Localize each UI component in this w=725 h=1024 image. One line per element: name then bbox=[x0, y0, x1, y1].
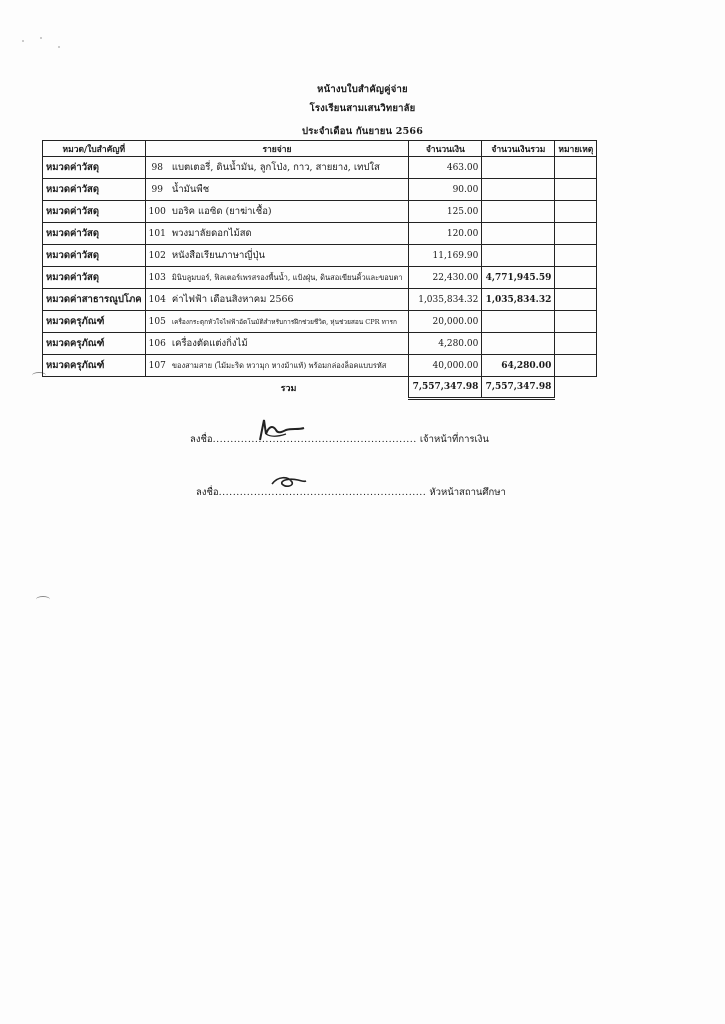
table-row bbox=[43, 267, 597, 289]
payment-summary-table bbox=[42, 140, 597, 400]
row-total bbox=[482, 223, 555, 245]
row-category: หมวดค่าวัสดุ bbox=[43, 223, 146, 245]
row-total bbox=[482, 157, 555, 179]
row-item: เครื่องตัดแต่งกิ่งไม้ bbox=[169, 333, 409, 355]
row-category: หมวดค่าวัสดุ bbox=[43, 179, 146, 201]
row-total bbox=[482, 333, 555, 355]
total-spacer bbox=[43, 377, 146, 399]
row-voucher-number: 98 bbox=[145, 157, 169, 179]
column-header-category: หมวด/ใบสำคัญที่ bbox=[43, 141, 146, 157]
row-note bbox=[555, 223, 597, 245]
row-total bbox=[482, 245, 555, 267]
row-amount: 120.00 bbox=[409, 223, 482, 245]
row-item: หนังสือเรียนภาษาญี่ปุ่น bbox=[169, 245, 409, 267]
row-note bbox=[555, 201, 597, 223]
row-voucher-number: 103 bbox=[145, 267, 169, 289]
row-category: หมวดค่าสาธารณูปโภค bbox=[43, 289, 146, 311]
row-note bbox=[555, 333, 597, 355]
table-row bbox=[43, 201, 597, 223]
row-amount: 40,000.00 bbox=[409, 355, 482, 377]
column-header-item: รายจ่าย bbox=[145, 141, 409, 157]
row-item: แบตเตอรี่, ดินน้ำมัน, ลูกโป่ง, กาว, สายยาง, เทปใส bbox=[169, 157, 409, 179]
table-header-row bbox=[43, 141, 597, 157]
table-row bbox=[43, 223, 597, 245]
signature-prefix: ลงชื่อ bbox=[196, 487, 219, 498]
row-note bbox=[555, 355, 597, 377]
scan-speck bbox=[58, 46, 60, 48]
row-item: พวงมาลัยดอกไม้สด bbox=[169, 223, 409, 245]
signature-role: เจ้าหน้าที่การเงิน bbox=[419, 434, 489, 445]
row-item: น้ำมันพืช bbox=[169, 179, 409, 201]
row-category: หมวดค่าวัสดุ bbox=[43, 267, 146, 289]
row-voucher-number: 104 bbox=[145, 289, 169, 311]
scan-speck bbox=[22, 40, 24, 42]
row-total: 4,771,945.59 bbox=[482, 267, 555, 289]
row-voucher-number: 100 bbox=[145, 201, 169, 223]
column-header-amount: จำนวนเงิน bbox=[409, 141, 482, 157]
row-category: หมวดค่าวัสดุ bbox=[43, 245, 146, 267]
scan-speck bbox=[40, 37, 42, 39]
row-total: 64,280.00 bbox=[482, 355, 555, 377]
row-item: บอริค แอซิด (ยาฆ่าเชื้อ) bbox=[169, 201, 409, 223]
row-amount: 11,169.90 bbox=[409, 245, 482, 267]
row-category: หมวดค่าวัสดุ bbox=[43, 157, 146, 179]
row-note bbox=[555, 289, 597, 311]
row-amount: 20,000.00 bbox=[409, 311, 482, 333]
document-title: หน้างบใบสำคัญคู่จ่าย bbox=[317, 84, 408, 95]
signature-dots: .......................... bbox=[212, 434, 305, 445]
row-note bbox=[555, 157, 597, 179]
row-note bbox=[555, 311, 597, 333]
table-row bbox=[43, 157, 597, 179]
row-note bbox=[555, 267, 597, 289]
signature-dots: .................................... bbox=[299, 487, 427, 498]
table-row bbox=[43, 311, 597, 333]
row-total: 1,035,834.32 bbox=[482, 289, 555, 311]
row-category: หมวดครุภัณฑ์ bbox=[43, 355, 146, 377]
signature-dots: ................................ bbox=[304, 434, 417, 445]
row-amount: 125.00 bbox=[409, 201, 482, 223]
row-amount: 90.00 bbox=[409, 179, 482, 201]
total-spacer bbox=[145, 377, 169, 399]
row-voucher-number: 105 bbox=[145, 311, 169, 333]
table-row bbox=[43, 289, 597, 311]
total-row bbox=[43, 377, 597, 399]
table-row bbox=[43, 333, 597, 355]
row-voucher-number: 101 bbox=[145, 223, 169, 245]
column-header-note: หมายเหตุ bbox=[555, 141, 597, 157]
column-header-total: จำนวนเงินรวม bbox=[482, 141, 555, 157]
total-grand: 7,557,347.98 bbox=[482, 377, 555, 399]
signature-prefix: ลงชื่อ bbox=[190, 434, 213, 445]
row-item: ค่าไฟฟ้า เดือนสิงหาคม 2566 bbox=[169, 289, 409, 311]
period-line: ประจำเดือน กันยายน 2566 bbox=[301, 126, 423, 137]
row-note bbox=[555, 245, 597, 267]
row-category: หมวดค่าวัสดุ bbox=[43, 201, 146, 223]
total-spacer bbox=[555, 377, 597, 399]
row-category: หมวดครุภัณฑ์ bbox=[43, 311, 146, 333]
row-voucher-number: 107 bbox=[145, 355, 169, 377]
row-item: มินิบลูมบอร์, ฟิลเตอร์เพรสรองพื้นน้ำ, แป้งฝุ่น, ดินสอเขียนคิ้วและขอบตา bbox=[169, 267, 409, 289]
handwritten-signature-finance bbox=[252, 414, 312, 444]
row-total bbox=[482, 201, 555, 223]
row-total bbox=[482, 311, 555, 333]
signature-dots: ....................... bbox=[218, 487, 300, 498]
total-label: รวม bbox=[280, 383, 297, 394]
signature-role: หัวหน้าสถานศึกษา bbox=[429, 487, 506, 498]
row-note bbox=[555, 179, 597, 201]
row-amount: 1,035,834.32 bbox=[409, 289, 482, 311]
table-row bbox=[43, 355, 597, 377]
row-item: ของสามสาย (ไม้มะริด หวามุก หางม้าแท้) พร้อมกล่องล็อคแบบรหัส bbox=[169, 355, 409, 377]
signature-line-school-director bbox=[196, 485, 506, 500]
signature-line-finance-officer bbox=[190, 432, 489, 447]
row-amount: 4,280.00 bbox=[409, 333, 482, 355]
handwritten-signature-director bbox=[268, 472, 308, 492]
row-amount: 463.00 bbox=[409, 157, 482, 179]
row-voucher-number: 106 bbox=[145, 333, 169, 355]
row-item: เครื่องกระตุกหัวใจไฟฟ้าอัตโนมัติสำหรับการฝึกช่วยชีวิต, หุ่นช่วยสอน CPR ทารก bbox=[169, 311, 409, 333]
row-category: หมวดครุภัณฑ์ bbox=[43, 333, 146, 355]
row-voucher-number: 102 bbox=[145, 245, 169, 267]
table-row bbox=[43, 245, 597, 267]
row-voucher-number: 99 bbox=[145, 179, 169, 201]
row-amount: 22,430.00 bbox=[409, 267, 482, 289]
total-amount: 7,557,347.98 bbox=[409, 377, 482, 399]
scan-mark bbox=[36, 596, 50, 603]
table-row bbox=[43, 179, 597, 201]
school-name: โรงเรียนสามเสนวิทยาลัย bbox=[309, 103, 416, 114]
row-total bbox=[482, 179, 555, 201]
